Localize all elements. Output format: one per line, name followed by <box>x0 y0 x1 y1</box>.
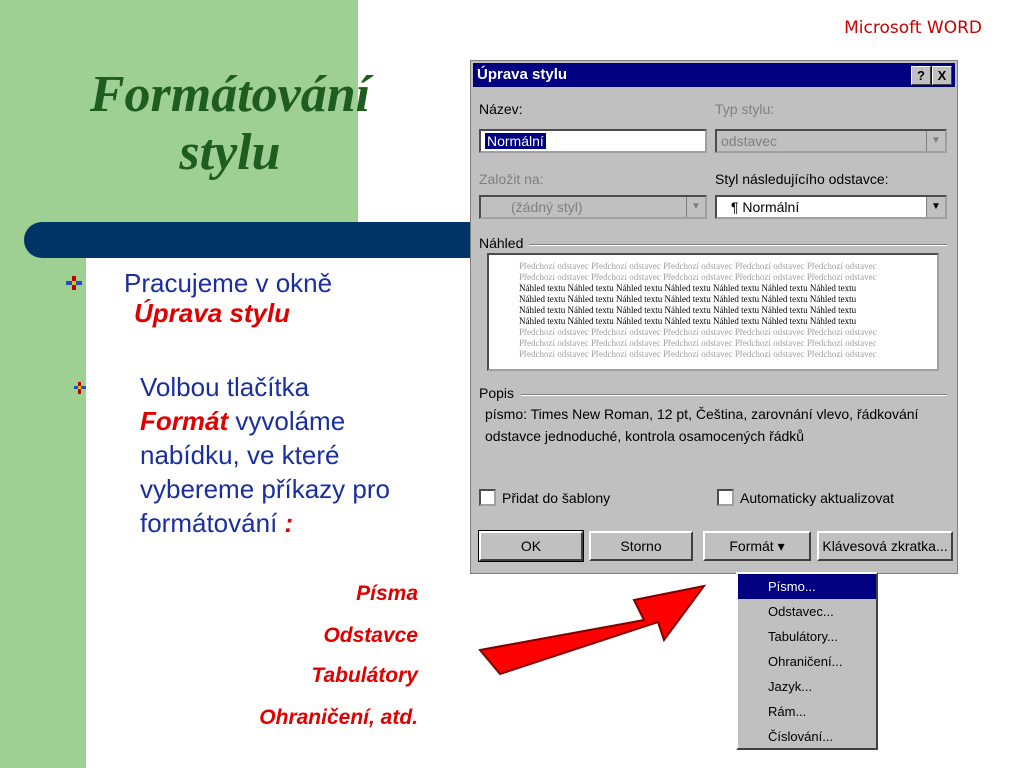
preview-gray-line: Předchozí odstavec Předchozí odstavec Předchozí odstavec Předchozí odstavec Předchozí odstavec <box>519 338 877 348</box>
based-on-select[interactable] <box>479 195 707 219</box>
auto-update-checkbox[interactable] <box>717 489 894 506</box>
menu-item-tabs[interactable]: Tabulátory... <box>768 629 838 644</box>
type-label: Typ stylu: <box>715 101 775 117</box>
format-menu <box>736 572 878 750</box>
ok-button[interactable]: OK <box>479 531 583 561</box>
preview-text-line: Náhled textu Náhled textu Náhled textu Náhled textu Náhled textu Náhled textu Náhled textu <box>519 305 857 315</box>
name-label: Název: <box>479 101 523 117</box>
preview-gray-line: Předchozí odstavec Předchozí odstavec Předchozí odstavec Předchozí odstavec Předchozí odstavec <box>519 349 877 359</box>
based-on-label: Založit na: <box>479 171 544 187</box>
preview-gray-line: Předchozí odstavec Předchozí odstavec Předchozí odstavec Předchozí odstavec Předchozí odstavec <box>519 272 877 282</box>
preview-gray-line: Předchozí odstavec Předchozí odstavec Předchozí odstavec Předchozí odstavec Předchozí odstavec <box>519 261 877 271</box>
type-value: odstavec <box>721 133 778 149</box>
chevron-down-icon[interactable]: ▼ <box>926 197 945 217</box>
menu-item-paragraph[interactable]: Odstavec... <box>768 604 834 619</box>
bullet-2-colon: : <box>284 508 294 538</box>
next-style-select[interactable] <box>715 195 947 219</box>
next-style-value: ¶ Normální <box>731 199 800 215</box>
divider <box>521 394 947 396</box>
shortcut-button[interactable]: Klávesová zkratka... <box>817 531 953 561</box>
preview-text-line: Náhled textu Náhled textu Náhled textu Náhled textu Náhled textu Náhled textu Náhled textu <box>519 294 857 304</box>
description-label: Popis <box>479 385 515 401</box>
slide-title-line1: Formátování <box>89 66 371 123</box>
divider <box>529 244 947 246</box>
add-to-template-checkbox[interactable] <box>479 489 610 506</box>
chevron-down-icon[interactable]: ▼ <box>686 197 705 217</box>
bullet-2-post: vyvoláme nabídku, ve které vybereme příkazy pro formátování <box>140 406 390 538</box>
checkbox-box[interactable] <box>717 489 734 506</box>
chevron-down-icon[interactable]: ▼ <box>926 131 945 151</box>
navy-divider-bar <box>24 222 484 258</box>
dialog-titlebar <box>473 63 955 87</box>
cancel-button[interactable]: Storno <box>589 531 693 561</box>
name-input[interactable] <box>479 129 707 153</box>
checkbox-box[interactable] <box>479 489 496 506</box>
sub-item-borders: Ohraničení, atd. <box>259 706 418 729</box>
bullet-1 <box>124 268 332 328</box>
sub-item-fonts: Písma <box>356 582 418 605</box>
bullet-icon <box>74 382 86 394</box>
bullet-2-emph: Formát <box>140 406 229 436</box>
menu-item-numbering[interactable]: Číslování... <box>768 729 834 744</box>
brand-label: Microsoft WORD <box>844 18 982 38</box>
type-select[interactable] <box>715 129 947 153</box>
close-button[interactable]: X <box>932 66 952 85</box>
slide-title-line2: stylu <box>179 124 281 181</box>
slide-title <box>60 66 400 182</box>
based-on-value: (žádný styl) <box>511 199 583 215</box>
bullet-2-pre: Volbou tlačítka <box>140 372 310 402</box>
menu-item-font[interactable]: Písmo... <box>738 574 876 599</box>
name-value: Normální <box>487 133 544 149</box>
bullet-1-text: Pracujeme v okně <box>124 268 333 298</box>
sub-item-paragraphs: Odstavce <box>323 624 418 647</box>
menu-item-frame[interactable]: Rám... <box>768 704 807 719</box>
bullet-icon <box>66 276 82 290</box>
style-dialog <box>470 60 958 574</box>
menu-item-language[interactable]: Jazyk... <box>768 679 813 694</box>
preview-text-line: Náhled textu Náhled textu Náhled textu Náhled textu Náhled textu Náhled textu Náhled textu <box>519 316 857 326</box>
bullet-2 <box>140 370 420 540</box>
menu-item-borders[interactable]: Ohraničení... <box>768 654 843 669</box>
preview-box <box>487 253 939 371</box>
help-button[interactable]: ? <box>911 66 931 85</box>
preview-gray-line: Předchozí odstavec Předchozí odstavec Předchozí odstavec Předchozí odstavec Předchozí odstavec <box>519 327 877 337</box>
format-button[interactable]: Formát ▾ <box>703 531 811 561</box>
preview-text-line: Náhled textu Náhled textu Náhled textu Náhled textu Náhled textu Náhled textu Náhled textu <box>519 283 857 293</box>
auto-update-label: Automaticky aktualizovat <box>740 490 895 506</box>
add-to-template-label: Přidat do šablony <box>502 490 611 506</box>
next-style-label: Styl následujícího odstavce: <box>715 171 889 187</box>
description-text: písmo: Times New Roman, 12 pt, Čeština, zarovnání vlevo, řádkování odstavce jednoduché, kontrola osamocených řádků <box>485 406 919 444</box>
bullet-1-emph: Úprava stylu <box>134 298 291 328</box>
preview-label: Náhled <box>479 235 524 251</box>
red-arrow-icon <box>474 570 714 680</box>
sub-item-tabs: Tabulátory <box>311 664 418 687</box>
dialog-title: Úprava stylu <box>477 66 568 83</box>
